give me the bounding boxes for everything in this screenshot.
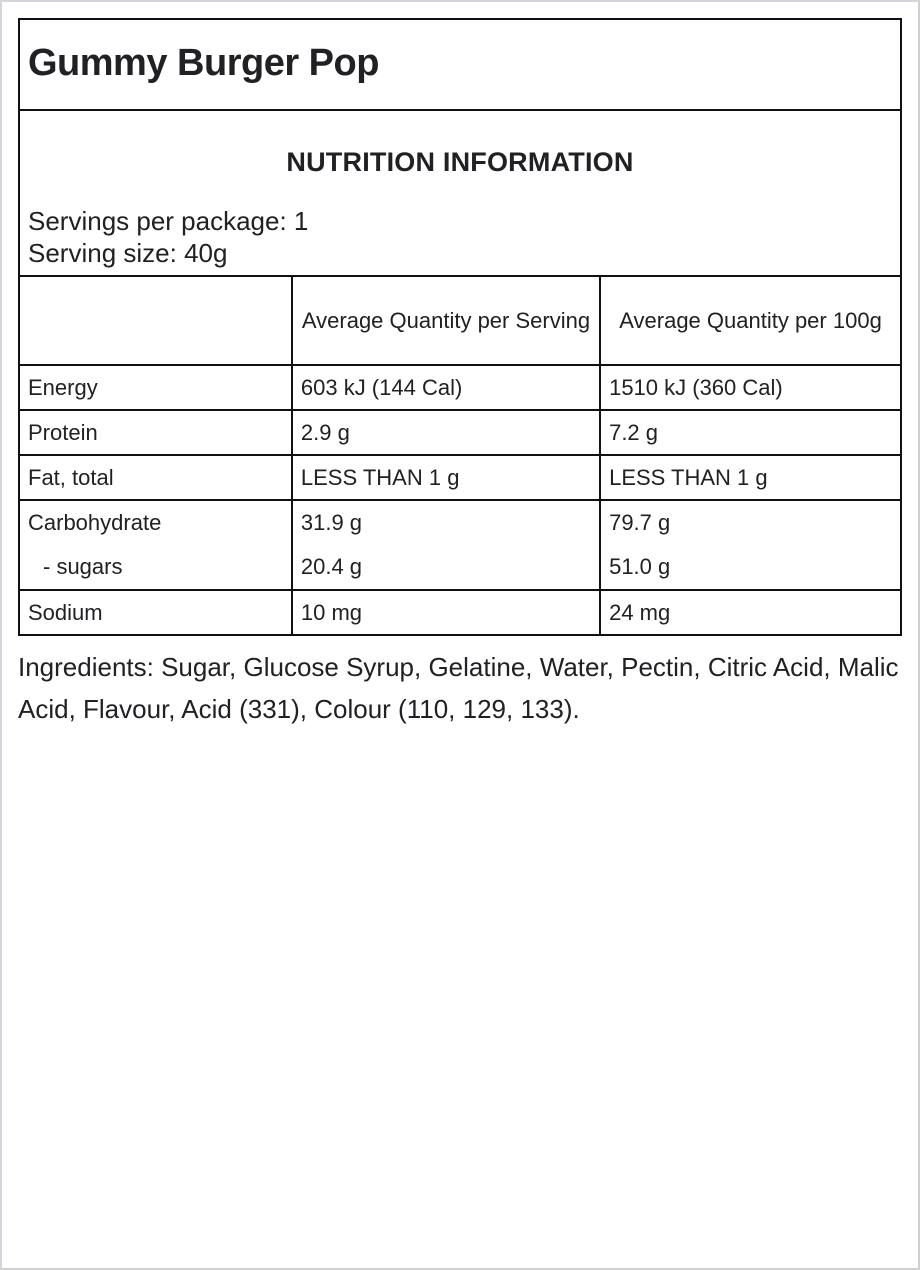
per-serving-value: 20.4 g	[300, 554, 363, 579]
nutrition-info-block	[20, 111, 900, 277]
column-header-per-100g: Average Quantity per 100g	[600, 277, 900, 365]
nutrient-sublabel: - sugars	[43, 554, 123, 579]
nutrient-label-group	[20, 500, 292, 590]
product-title: Gummy Burger Pop	[28, 42, 379, 84]
per-100g-group	[600, 500, 900, 590]
per-100g-value: 7.2 g	[600, 410, 900, 455]
per-100g-value: 51.0 g	[609, 554, 671, 579]
nutrient-label: Sodium	[20, 590, 292, 635]
servings-info	[28, 205, 308, 269]
per-100g-value: 24 mg	[600, 590, 900, 635]
serving-size: Serving size: 40g	[28, 238, 228, 268]
table-row-energy	[20, 365, 900, 410]
per-100g-value: 1510 kJ (360 Cal)	[600, 365, 900, 410]
title-row	[20, 20, 900, 111]
per-serving-value: 603 kJ (144 Cal)	[292, 365, 600, 410]
nutrition-table	[20, 277, 900, 636]
per-serving-value: 2.9 g	[292, 410, 600, 455]
column-header-per-serving: Average Quantity per Serving	[292, 277, 600, 365]
servings-per-package: Servings per package: 1	[28, 206, 309, 236]
table-header-row	[20, 277, 900, 365]
per-serving-value: LESS THAN 1 g	[292, 455, 600, 500]
nutrition-heading: NUTRITION INFORMATION	[286, 147, 634, 177]
table-row-carbohydrate	[20, 500, 900, 590]
column-header-nutrient	[20, 277, 292, 365]
table-row-protein	[20, 410, 900, 455]
nutrient-label: Carbohydrate	[28, 510, 162, 535]
table-row-fat	[20, 455, 900, 500]
per-serving-group	[292, 500, 600, 590]
per-100g-value: LESS THAN 1 g	[600, 455, 900, 500]
ingredients-text: Ingredients: Sugar, Glucose Syrup, Gelatine, Water, Pectin, Citric Acid, Malic Acid, Flavour, Acid (331), Colour (110, 129, 133).	[18, 652, 899, 724]
per-serving-value: 31.9 g	[300, 510, 363, 535]
nutrient-label: Energy	[20, 365, 292, 410]
nutrition-panel	[18, 18, 902, 636]
nutrient-label: Protein	[20, 410, 292, 455]
per-100g-value: 79.7 g	[609, 510, 671, 535]
per-serving-value: 10 mg	[292, 590, 600, 635]
nutrient-label: Fat, total	[20, 455, 292, 500]
table-row-sodium	[20, 590, 900, 635]
